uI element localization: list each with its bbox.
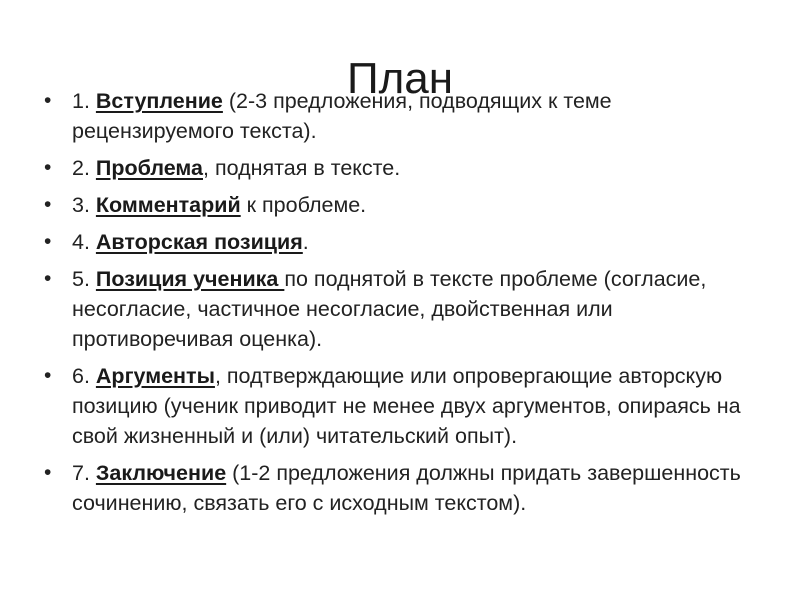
slide-title: План [346, 54, 454, 104]
item-term: Позиция ученика [95, 267, 285, 291]
item-description: к проблеме. [240, 193, 367, 217]
bullet-icon: • [44, 230, 52, 253]
bullet-icon: • [44, 156, 52, 179]
item-term: Аргументы [95, 364, 215, 388]
item-description: по поднятой в тексте проблеме (согласие, несогласие, частичное несогласие, двойственная или противоречивая оценка). [72, 267, 707, 351]
item-description: (2-3 предложения, подводящих к теме рецензируемого текста). [72, 89, 612, 143]
item-number: 1. [72, 89, 96, 113]
plan-item-3 [42, 190, 762, 220]
bullet-icon: • [44, 193, 52, 216]
plan-item-1 [42, 86, 762, 146]
plan-item-7 [42, 458, 762, 518]
item-number: 2. [72, 156, 96, 180]
item-number: 7. [72, 461, 96, 485]
plan-item-5 [42, 264, 762, 354]
bullet-icon: • [44, 364, 52, 387]
item-term: Вступление [95, 89, 223, 113]
plan-list [42, 86, 762, 525]
item-number: 4. [72, 230, 96, 254]
item-description: , подтверждающие или опровергающие авторскую позицию (ученик приводит не менее двух аргументов, опираясь на свой жизненный и (или) читательский опыт). [72, 364, 741, 448]
item-term: Проблема [95, 156, 203, 180]
bullet-icon: • [44, 89, 52, 112]
item-term: Заключение [95, 461, 227, 485]
item-description: , поднятая в тексте. [203, 156, 401, 180]
item-description: (1-2 предложения должны придать завершенность сочинению, связать его с исходным текстом). [72, 461, 741, 515]
item-number: 3. [72, 193, 96, 217]
plan-item-4 [42, 227, 762, 257]
plan-item-2 [42, 153, 762, 183]
bullet-icon: • [44, 267, 52, 290]
item-term: Комментарий [95, 193, 241, 217]
item-term: Авторская позиция [95, 230, 303, 254]
bullet-icon: • [44, 461, 52, 484]
item-number: 6. [72, 364, 96, 388]
item-number: 5. [72, 267, 96, 291]
plan-item-6 [42, 361, 762, 451]
item-description: . [302, 230, 309, 254]
